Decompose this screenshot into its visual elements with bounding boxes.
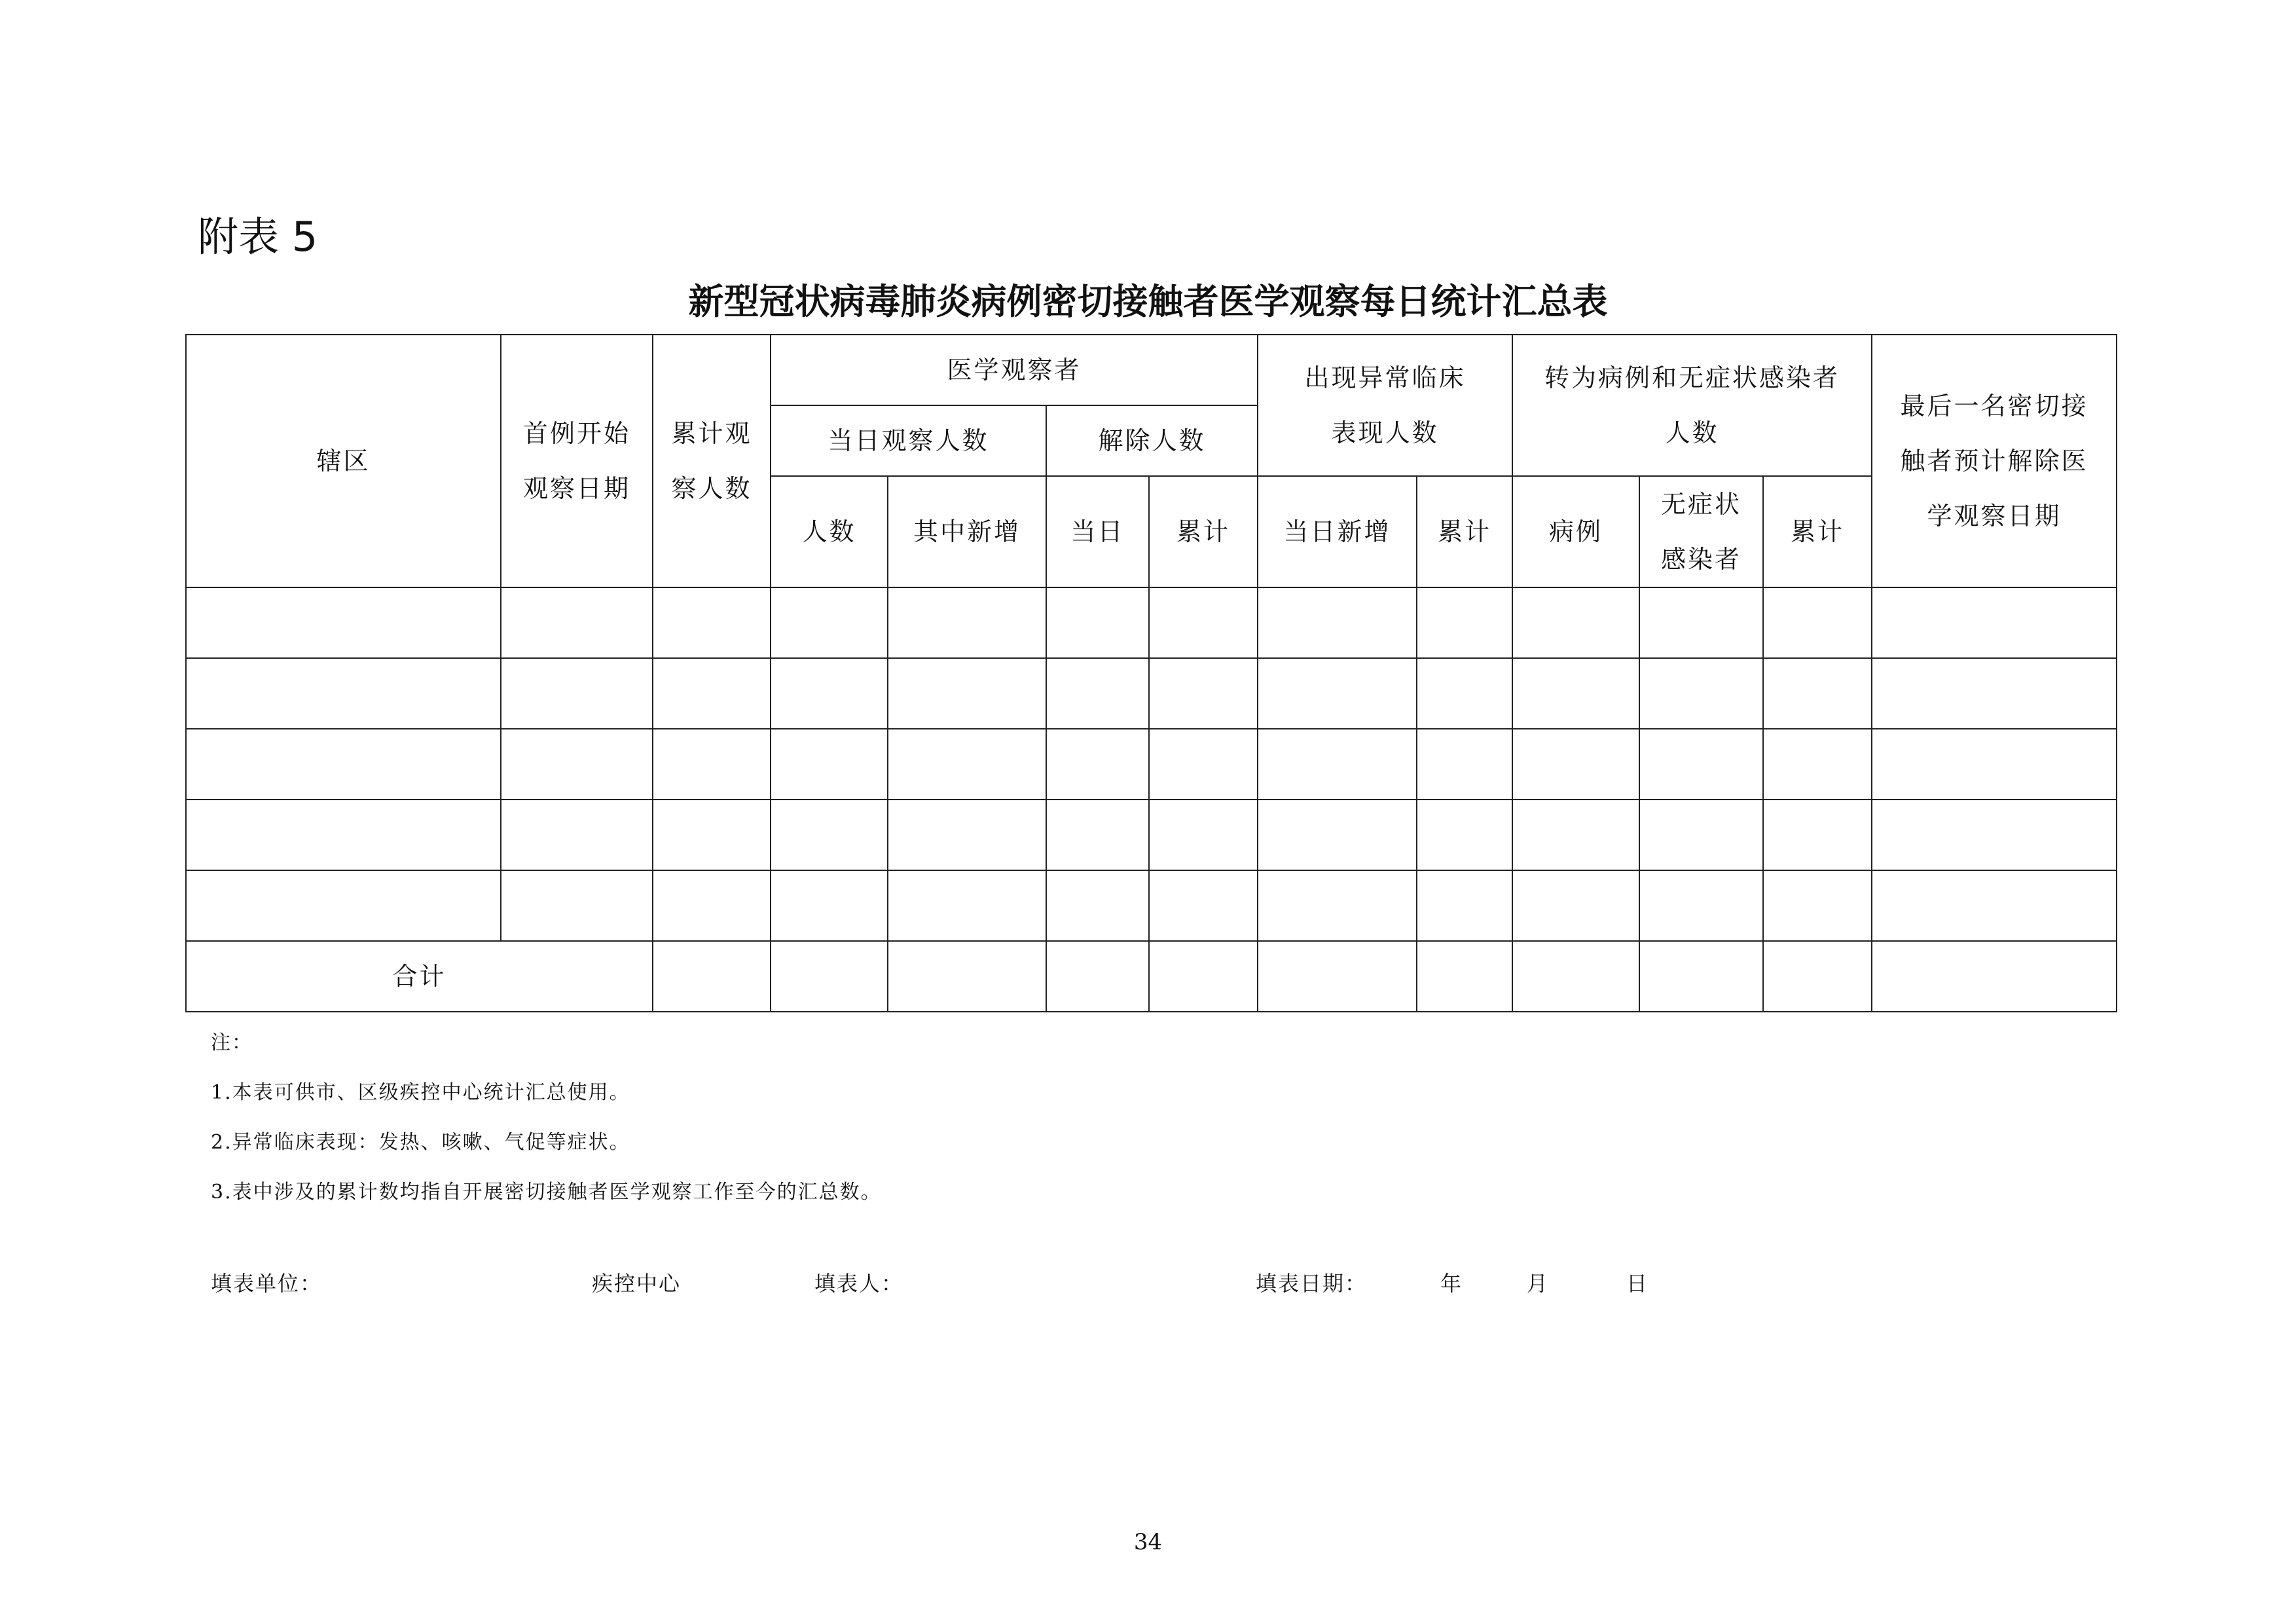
table-cell[interactable] xyxy=(1149,729,1258,800)
note-item: 1.本表可供市、区级疾控中心统计汇总使用。 xyxy=(211,1081,630,1104)
table-cell[interactable] xyxy=(1417,729,1512,800)
table-cell[interactable] xyxy=(1763,658,1872,729)
table-cell[interactable] xyxy=(1149,800,1258,870)
table-cell[interactable] xyxy=(501,800,653,870)
table-row xyxy=(186,587,2117,658)
table-cell[interactable] xyxy=(501,587,653,658)
table-cell[interactable] xyxy=(1639,729,1763,800)
table-cell[interactable] xyxy=(771,587,888,658)
table-cell[interactable] xyxy=(888,941,1046,1012)
header-total-released: 累计 xyxy=(1149,476,1258,587)
header-first-date: 首例开始 观察日期 xyxy=(501,335,653,587)
table-row xyxy=(186,800,2117,870)
table-cell[interactable] xyxy=(1046,587,1149,658)
table-cell[interactable] xyxy=(186,729,501,800)
table-title: 新型冠状病毒肺炎病例密切接触者医学观察每日统计汇总表 xyxy=(688,280,1608,322)
footer-month: 月 xyxy=(1527,1271,1550,1296)
note-item: 2.异常临床表现：发热、咳嗽、气促等症状。 xyxy=(211,1131,630,1154)
table-cell[interactable] xyxy=(1763,587,1872,658)
table-cell[interactable] xyxy=(653,729,771,800)
table-cell[interactable] xyxy=(653,658,771,729)
table-cell[interactable] xyxy=(186,587,501,658)
table-cell[interactable] xyxy=(1258,658,1417,729)
table-cell[interactable] xyxy=(501,729,653,800)
header-released: 解除人数 xyxy=(1046,405,1258,476)
table-cell[interactable] xyxy=(888,800,1046,870)
table-cell[interactable] xyxy=(653,587,771,658)
table-cell[interactable] xyxy=(1417,658,1512,729)
table-cell[interactable] xyxy=(1258,729,1417,800)
table-cell[interactable] xyxy=(186,870,501,941)
table-cell[interactable] xyxy=(1763,729,1872,800)
table-cell[interactable] xyxy=(888,658,1046,729)
table-row xyxy=(186,870,2117,941)
table-cell[interactable] xyxy=(1149,870,1258,941)
header-total-converted: 累计 xyxy=(1763,476,1872,587)
header-asymptomatic: 无症状 感染者 xyxy=(1639,476,1763,587)
table-cell[interactable] xyxy=(1512,800,1639,870)
table-cell[interactable] xyxy=(771,870,888,941)
table-row xyxy=(186,729,2117,800)
table-cell[interactable] xyxy=(1512,870,1639,941)
table-cell[interactable] xyxy=(501,870,653,941)
header-daily-new: 当日新增 xyxy=(1258,476,1417,587)
table-cell[interactable] xyxy=(1763,941,1872,1012)
table-cell[interactable] xyxy=(1149,658,1258,729)
table-cell[interactable] xyxy=(1763,870,1872,941)
table-cell[interactable] xyxy=(888,870,1046,941)
header-cases: 病例 xyxy=(1512,476,1639,587)
table-cell[interactable] xyxy=(1417,800,1512,870)
table-cell[interactable] xyxy=(1639,941,1763,1012)
table-cell[interactable] xyxy=(1639,658,1763,729)
table-cell[interactable] xyxy=(1639,587,1763,658)
table-cell[interactable] xyxy=(1149,587,1258,658)
table-row xyxy=(186,658,2117,729)
table-cell[interactable] xyxy=(1046,941,1149,1012)
table-cell[interactable] xyxy=(888,587,1046,658)
footer-cdc-label: 疾控中心 xyxy=(592,1271,682,1296)
total-row xyxy=(186,941,2117,1012)
page-number: 34 xyxy=(1133,1529,1163,1555)
notes-heading: 注： xyxy=(211,1031,253,1054)
table-cell[interactable] xyxy=(771,658,888,729)
table-cell[interactable] xyxy=(1417,870,1512,941)
table-cell[interactable] xyxy=(1258,941,1417,1012)
table-cell[interactable] xyxy=(888,729,1046,800)
header-medical-observers: 医学观察者 xyxy=(771,335,1258,405)
table-cell[interactable] xyxy=(186,800,501,870)
appendix-label: 附表 5 xyxy=(198,213,318,261)
header-people: 人数 xyxy=(771,476,888,587)
header-abnormal: 出现异常临床 表现人数 xyxy=(1258,335,1512,476)
table-cell[interactable] xyxy=(1639,800,1763,870)
table-cell[interactable] xyxy=(1258,870,1417,941)
table-cell[interactable] xyxy=(771,729,888,800)
table-cell[interactable] xyxy=(1258,587,1417,658)
table-cell[interactable] xyxy=(1763,800,1872,870)
footer-day: 日 xyxy=(1626,1271,1649,1296)
header-last-release: 最后一名密切接 触者预计解除医 学观察日期 xyxy=(1872,335,2117,587)
header-converted: 转为病例和无症状感染者 人数 xyxy=(1512,335,1872,476)
table-cell[interactable] xyxy=(771,941,888,1012)
header-district: 辖区 xyxy=(186,335,501,587)
table-cell[interactable] xyxy=(1258,800,1417,870)
table-cell[interactable] xyxy=(1872,658,2117,729)
table-cell[interactable] xyxy=(1639,870,1763,941)
table-cell[interactable] xyxy=(501,658,653,729)
table-cell[interactable] xyxy=(1417,941,1512,1012)
table-cell[interactable] xyxy=(1046,800,1149,870)
header-same-day: 当日 xyxy=(1046,476,1149,587)
header-cumulative: 累计观 察人数 xyxy=(653,335,771,587)
total-row-label: 合计 xyxy=(186,941,653,1012)
table-cell[interactable] xyxy=(1046,729,1149,800)
header-total-abnormal: 累计 xyxy=(1417,476,1512,587)
table-cell[interactable] xyxy=(653,941,771,1012)
table-cell[interactable] xyxy=(771,800,888,870)
table-cell[interactable] xyxy=(1512,658,1639,729)
table-cell[interactable] xyxy=(1872,729,2117,800)
table-cell[interactable] xyxy=(1046,870,1149,941)
note-item: 3.表中涉及的累计数均指自开展密切接触者医学观察工作至今的汇总数。 xyxy=(211,1181,882,1204)
statistics-table xyxy=(185,334,2117,1012)
table-cell[interactable] xyxy=(1872,587,2117,658)
footer-filler-label: 填表人： xyxy=(814,1271,904,1296)
table-cell[interactable] xyxy=(1417,587,1512,658)
table-cell[interactable] xyxy=(1872,800,2117,870)
footer-unit-label: 填表单位： xyxy=(211,1271,323,1296)
notes xyxy=(211,1018,882,1217)
table-cell[interactable] xyxy=(186,658,501,729)
table-cell[interactable] xyxy=(1872,870,2117,941)
table-cell[interactable] xyxy=(1046,658,1149,729)
header-daily-observed: 当日观察人数 xyxy=(771,405,1046,476)
header-new-among: 其中新增 xyxy=(888,476,1046,587)
table-cell[interactable] xyxy=(1512,587,1639,658)
footer-year: 年 xyxy=(1440,1271,1463,1296)
table-cell[interactable] xyxy=(653,800,771,870)
table-cell[interactable] xyxy=(1512,729,1639,800)
footer-date-label: 填表日期： xyxy=(1256,1271,1368,1296)
table-cell[interactable] xyxy=(653,870,771,941)
table-cell[interactable] xyxy=(1512,941,1639,1012)
table-cell[interactable] xyxy=(1872,941,2117,1012)
table-cell[interactable] xyxy=(1149,941,1258,1012)
